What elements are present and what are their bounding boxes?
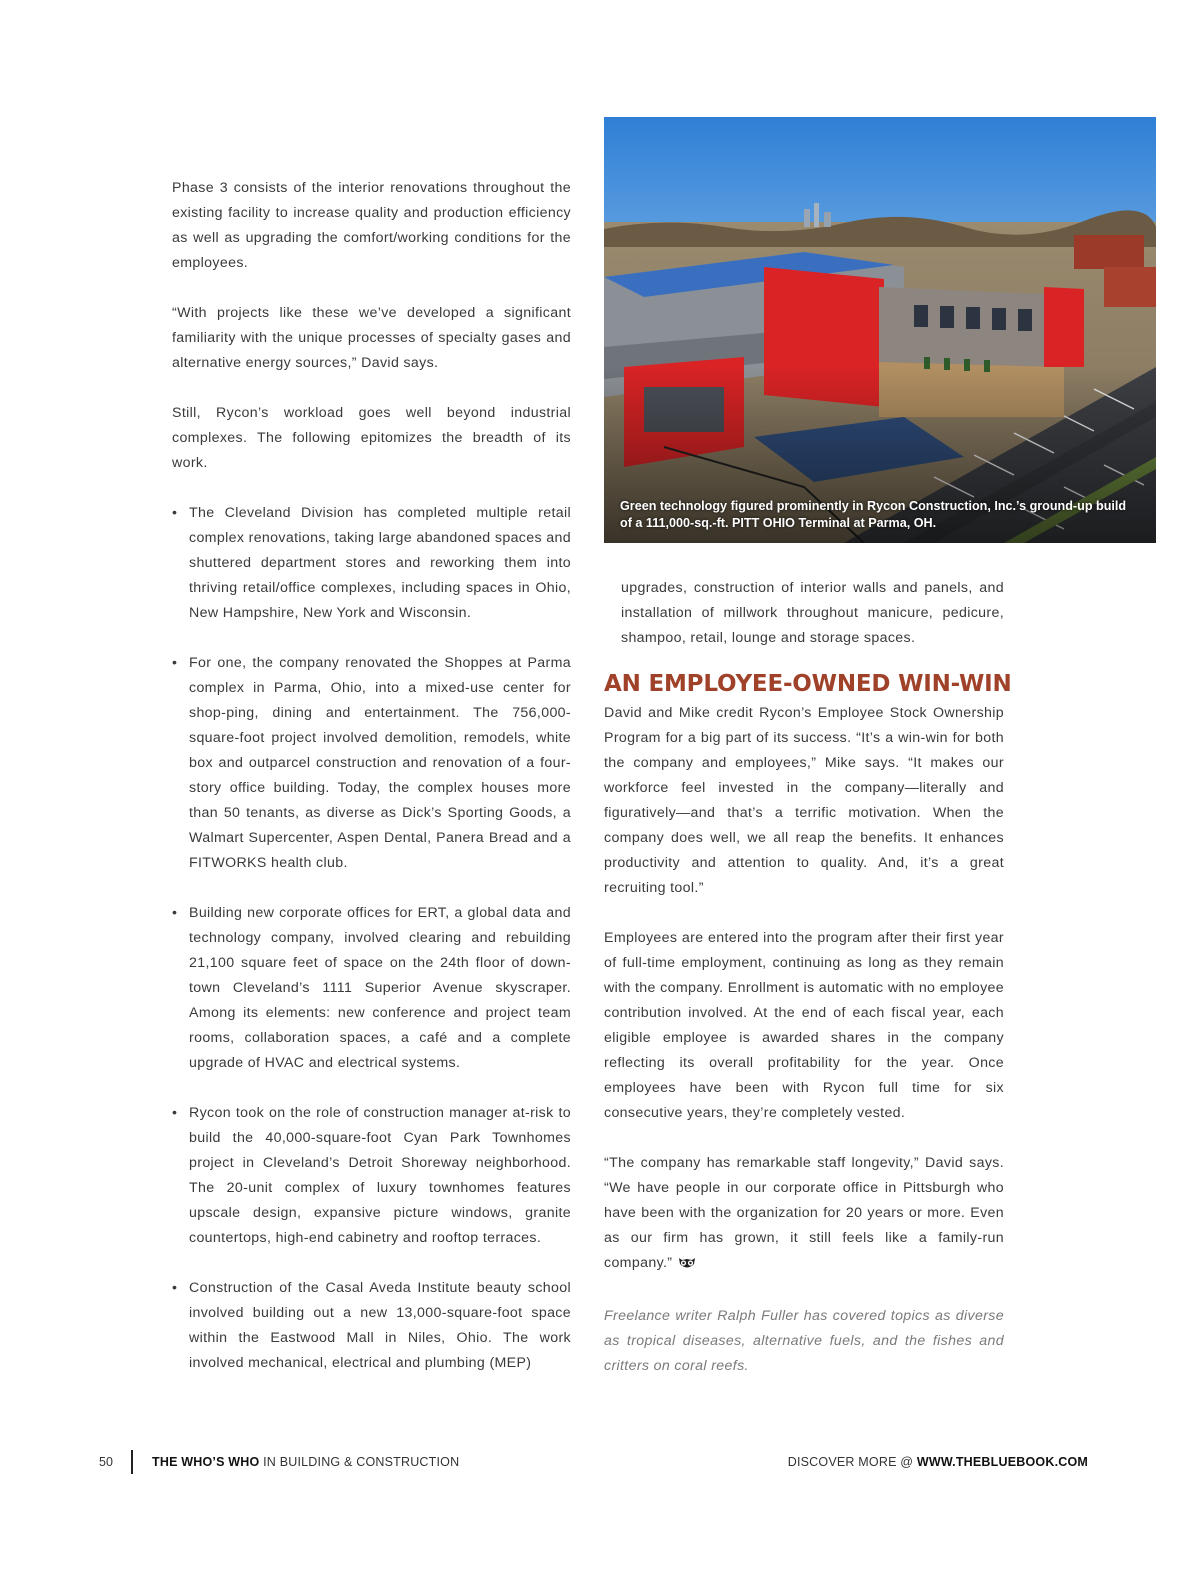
paragraph-continuation: upgrades, construction of interior walls and panels, and installation of millwork throughout manicure, pedicure, shampoo, retail, lounge and storage spaces. bbox=[621, 580, 1004, 646]
list-item bbox=[172, 501, 571, 626]
bullet-marker: • bbox=[172, 905, 178, 921]
paragraph-longevity-text: “The company has remarkable staff longevity,” David says. “We have people in our corporate office in Pittsburgh who have been with the organization for 20 years or more. Even as our firm has grown, it still feels like a family-run company.” bbox=[604, 1155, 1004, 1271]
right-column-continuation bbox=[621, 576, 1004, 676]
list-item-text: Construction of the Casal Aveda Institute beauty school involved building out a new 13,000-square-foot space within the Eastwood Mall in Niles, Ohio. The work involved mechanical, electrical and plumbing (MEP) bbox=[189, 1280, 571, 1371]
bullet-marker: • bbox=[172, 1280, 178, 1296]
paragraph-esop: David and Mike credit Rycon’s Employee Stock Ownership Program for a big part of its success. “It’s a win-win for both the company and employees,” Mike says. “It makes our workforce feel invested in the company—literally and figuratively—and that’s a terrific motivation. When the company does well, we all reap the benefits. It enhances productivity and attention to quality. And, it’s a great recruiting tool.” bbox=[604, 705, 1004, 896]
list-item-text: Rycon took on the role of construction manager at-risk to build the 40,000-square-foot Cyan Park Townhomes project in Cleveland’s Detroit Shoreway neighborhood. The 20-unit complex of luxury townhomes features upscale design, expansive picture windows, granite countertops, high-end cabinetry and rooftop terraces. bbox=[189, 1105, 571, 1246]
discover-prefix: DISCOVER MORE @ bbox=[787, 1455, 917, 1469]
publication-name bbox=[152, 1455, 459, 1469]
author-byline: Freelance writer Ralph Fuller has covered topics as diverse as tropical diseases, alternative fuels, and the fishes and critters on coral reefs. bbox=[604, 1308, 1004, 1374]
page-number: 50 bbox=[99, 1455, 113, 1469]
publication-name-rest: IN BUILDING & CONSTRUCTION bbox=[259, 1455, 460, 1469]
list-item bbox=[172, 1276, 571, 1376]
terminal-photo bbox=[604, 117, 1156, 543]
photo-caption: Green technology figured prominently in Rycon Construction, Inc.’s ground-up build of a 111,000-sq.-ft. PITT OHIO Terminal at Parma, OH. bbox=[620, 499, 1127, 530]
list-item-text: Building new corporate offices for ERT, a global data and technology company, involved clearing and rebuilding 21,100 square feet of space on the 24th floor of down-town Cleveland’s 1111 Superior Avenue skyscraper. Among its elements: new conference and project team rooms, collaboration spaces, a café and a complete upgrade of HVAC and electrical systems. bbox=[189, 905, 571, 1071]
discover-url-link[interactable]: WWW.THEBLUEBOOK.COM bbox=[916, 1455, 1088, 1469]
paragraph-enrollment: Employees are entered into the program after their first year of full-time employment, continuing as long as they remain with the company. Enrollment is automatic with no employee contribution involved. At the end of each fiscal year, each eligible employee is awarded shares in the company reflecting its overall profitability for the year. Once employees have been with Rycon full time for six consecutive years, they’re completely vested. bbox=[604, 930, 1004, 1121]
footer-divider bbox=[131, 1450, 133, 1474]
bullet-marker: • bbox=[172, 505, 178, 521]
list-item-text: The Cleveland Division has completed multiple retail complex renovations, taking large abandoned spaces and shuttered department stores and reworking them into thriving retail/office complexes, including spaces in Ohio, New Hampshire, New York and Wisconsin. bbox=[189, 505, 571, 621]
discover-more bbox=[788, 1455, 1088, 1469]
bullet-marker: • bbox=[172, 1105, 178, 1121]
right-column bbox=[604, 701, 1004, 1404]
list-item-text: For one, the company renovated the Shoppes at Parma complex in Parma, Ohio, into a mixed-use center for shop-ping, dining and entertainment. The 756,000-square-foot project involved demolition, remodels, white box and outparcel construction and renovation of a four-story office building. Today, the complex houses more than 50 tenants, as diverse as Dick’s Sporting Goods, a Walmart Supercenter, Aspen Dental, Panera Bread and a FITWORKS health club. bbox=[189, 655, 571, 871]
paragraph-quote-david: “With projects like these we’ve developed a significant familiarity with the unique processes of specialty gases and alternative energy sources,” David says. bbox=[172, 305, 571, 371]
publication-name-bold: THE WHO’S WHO bbox=[152, 1455, 260, 1469]
paragraph-phase-3: Phase 3 consists of the interior renovations throughout the existing facility to increase quality and production efficiency as well as upgrading the comfort/working conditions for the employees. bbox=[172, 180, 571, 271]
bullet-marker: • bbox=[172, 655, 178, 671]
paragraph-longevity bbox=[604, 1151, 1004, 1279]
project-list bbox=[172, 501, 571, 1376]
list-item bbox=[172, 901, 571, 1076]
paragraph-workload: Still, Rycon’s workload goes well beyond industrial complexes. The following epitomizes the breadth of its work. bbox=[172, 405, 571, 471]
page-footer bbox=[0, 1450, 1200, 1476]
list-item bbox=[172, 1101, 571, 1251]
owl-icon bbox=[678, 1254, 696, 1279]
left-column bbox=[172, 176, 571, 1401]
section-heading: AN EMPLOYEE-OWNED WIN-WIN bbox=[604, 671, 1012, 697]
aerial-building-illustration bbox=[604, 117, 1156, 543]
list-item bbox=[172, 651, 571, 876]
